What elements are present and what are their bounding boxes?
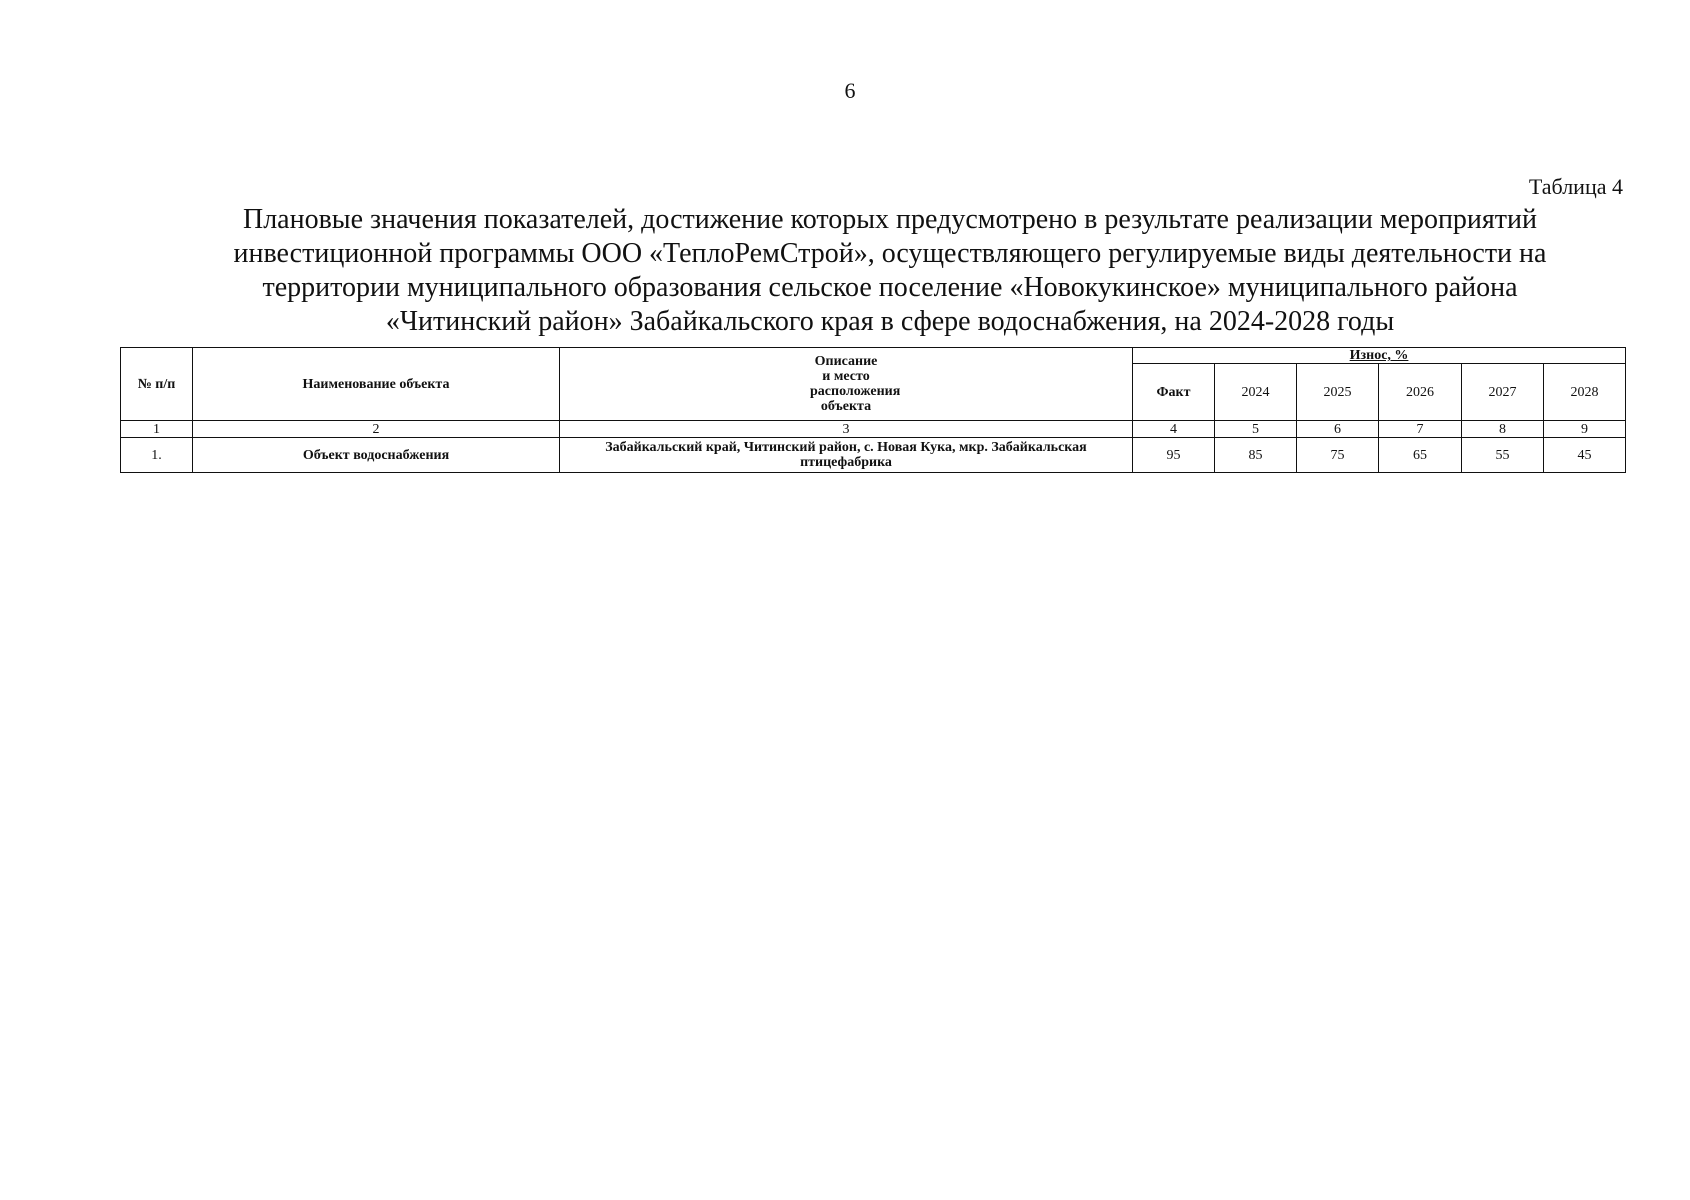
table-label: Таблица 4 bbox=[1528, 174, 1623, 199]
row-value-2028: 45 bbox=[1544, 438, 1626, 473]
header-no: № п/п bbox=[121, 348, 193, 421]
row-no: 1. bbox=[121, 438, 193, 473]
header-wear-year: 2027 bbox=[1462, 364, 1544, 421]
column-number: 8 bbox=[1462, 421, 1544, 438]
column-number: 3 bbox=[560, 421, 1133, 438]
header-description: Описание и место расположения объекта bbox=[560, 348, 1133, 421]
column-number: 5 bbox=[1215, 421, 1297, 438]
header-wear-year: 2024 bbox=[1215, 364, 1297, 421]
column-number: 7 bbox=[1379, 421, 1462, 438]
header-wear-year: 2028 bbox=[1544, 364, 1626, 421]
column-number: 9 bbox=[1544, 421, 1626, 438]
page-number: 6 bbox=[844, 78, 856, 103]
column-number: 6 bbox=[1297, 421, 1379, 438]
column-number: 4 bbox=[1133, 421, 1215, 438]
heading-line: Плановые значения показателей, достижение которых предусмотрено в результате реализации мероприятий bbox=[242, 204, 1537, 235]
column-number: 1 bbox=[121, 421, 193, 438]
row-value-2026: 65 bbox=[1379, 438, 1462, 473]
row-description: Забайкальский край, Читинский район, с. Новая Кука, мкр. Забайкальская птицефабрика bbox=[560, 438, 1133, 473]
header-wear-year: 2025 bbox=[1297, 364, 1379, 421]
heading-line: территории муниципального образования сельское поселение «Новокукинское» муниципального района bbox=[262, 272, 1518, 303]
row-value-2025: 75 bbox=[1297, 438, 1379, 473]
header-wear-year: 2026 bbox=[1379, 364, 1462, 421]
heading-line: «Читинский район» Забайкальского края в сфере водоснабжения, на 2024-2028 годы bbox=[385, 306, 1395, 337]
row-name: Объект водоснабжения bbox=[193, 438, 560, 473]
row-value-fact: 95 bbox=[1133, 438, 1215, 473]
column-number: 2 bbox=[193, 421, 560, 438]
table-heading bbox=[225, 203, 1555, 339]
row-value-2024: 85 bbox=[1215, 438, 1297, 473]
table-row bbox=[121, 438, 1626, 473]
header-wear-group: Износ, % bbox=[1133, 348, 1626, 364]
heading-line: инвестиционной программы ООО «ТеплоРемСтрой», осуществляющего регулируемые виды деятельности на bbox=[233, 238, 1547, 269]
header-wear-fact: Факт bbox=[1133, 364, 1215, 421]
indicators-table bbox=[120, 347, 1626, 473]
header-name: Наименование объекта bbox=[193, 348, 560, 421]
row-value-2027: 55 bbox=[1462, 438, 1544, 473]
